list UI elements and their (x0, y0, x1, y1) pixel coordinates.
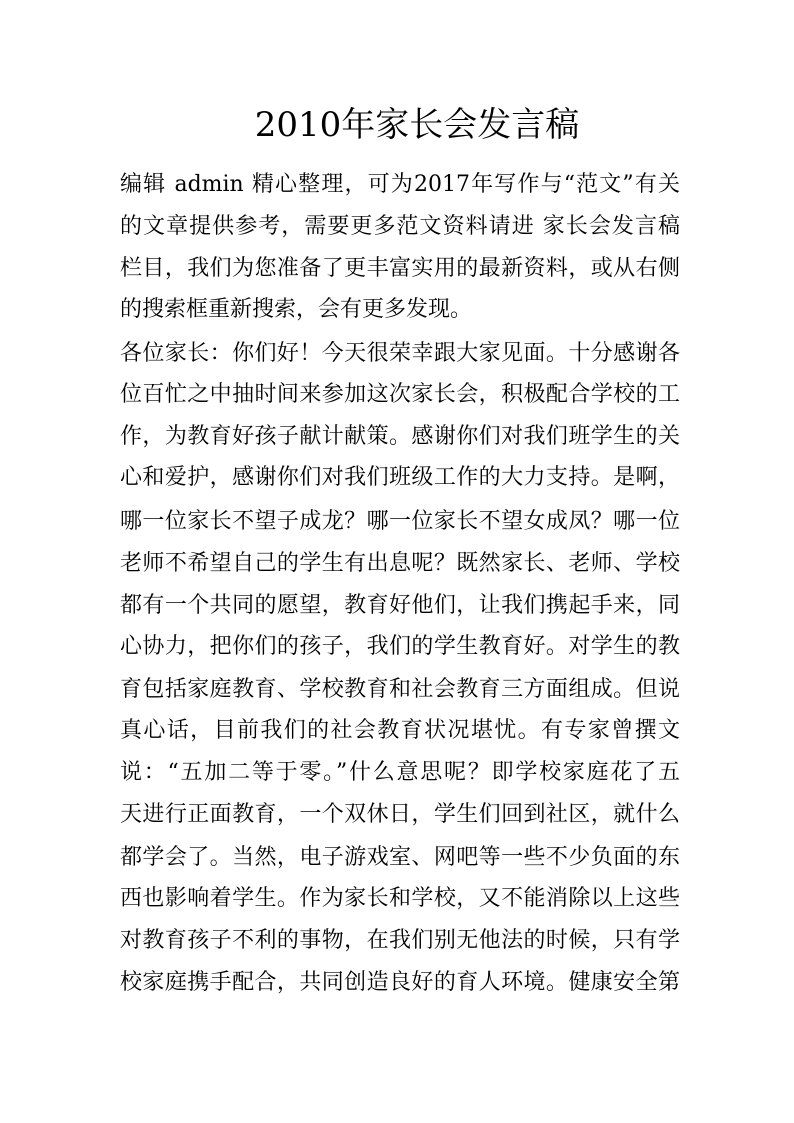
body-line: 都学会了。当然，电子游戏室、网吧等一些不少负面的东 (120, 845, 680, 870)
body-line: 各位家长：你们好！今天很荣幸跟大家见面。十分感谢各 (120, 341, 680, 366)
body-line: 心和爱护，感谢你们对我们班级工作的大力支持。是啊， (120, 465, 680, 490)
body-line: 作，为教育好孩子献计献策。感谢你们对我们班学生的关 (120, 424, 680, 449)
body-line: 说：“五加二等于零。”什么意思呢？即学校家庭花了五 (120, 760, 680, 785)
body-line: 老师不希望自己的学生有出息呢？既然家长、老师、学校 (120, 551, 680, 576)
body-line: 校家庭携手配合，共同创造良好的育人环境。健康安全第 (120, 970, 680, 995)
body-line: 都有一个共同的愿望，教育好他们，让我们携起手来，同 (120, 593, 680, 618)
body-line: 真心话，目前我们的社会教育状况堪忧。有专家曾撰文 (120, 718, 680, 743)
body-line: 育包括家庭教育、学校教育和社会教育三方面组成。但说 (120, 677, 680, 702)
intro-line: 的文章提供参考，需要更多范文资料请进 家长会发言稿 (120, 214, 680, 239)
intro-line: 的搜索框重新搜索，会有更多发现。 (120, 297, 473, 322)
body-line: 心协力，把你们的孩子，我们的学生教育好。对学生的教 (120, 634, 680, 659)
body-line: 西也影响着学生。作为家长和学校，又不能消除以上这些 (120, 886, 680, 911)
intro-line: 栏目，我们为您准备了更丰富实用的最新资料，或从右侧 (120, 256, 680, 281)
document-title: 2010年家长会发言稿 (254, 105, 580, 145)
body-line: 位百忙之中抽时间来参加这次家长会，积极配合学校的工 (120, 382, 680, 407)
body-line: 对教育孩子不利的事物，在我们别无他法的时候，只有学 (120, 928, 680, 953)
intro-line: 编辑 admin 精心整理，可为2017年写作与“范文”有关 (120, 172, 680, 197)
body-line: 天进行正面教育，一个双休日，学生们回到社区，就什么 (120, 802, 680, 827)
body-line: 哪一位家长不望子成龙？哪一位家长不望女成凤？哪一位 (120, 509, 680, 534)
